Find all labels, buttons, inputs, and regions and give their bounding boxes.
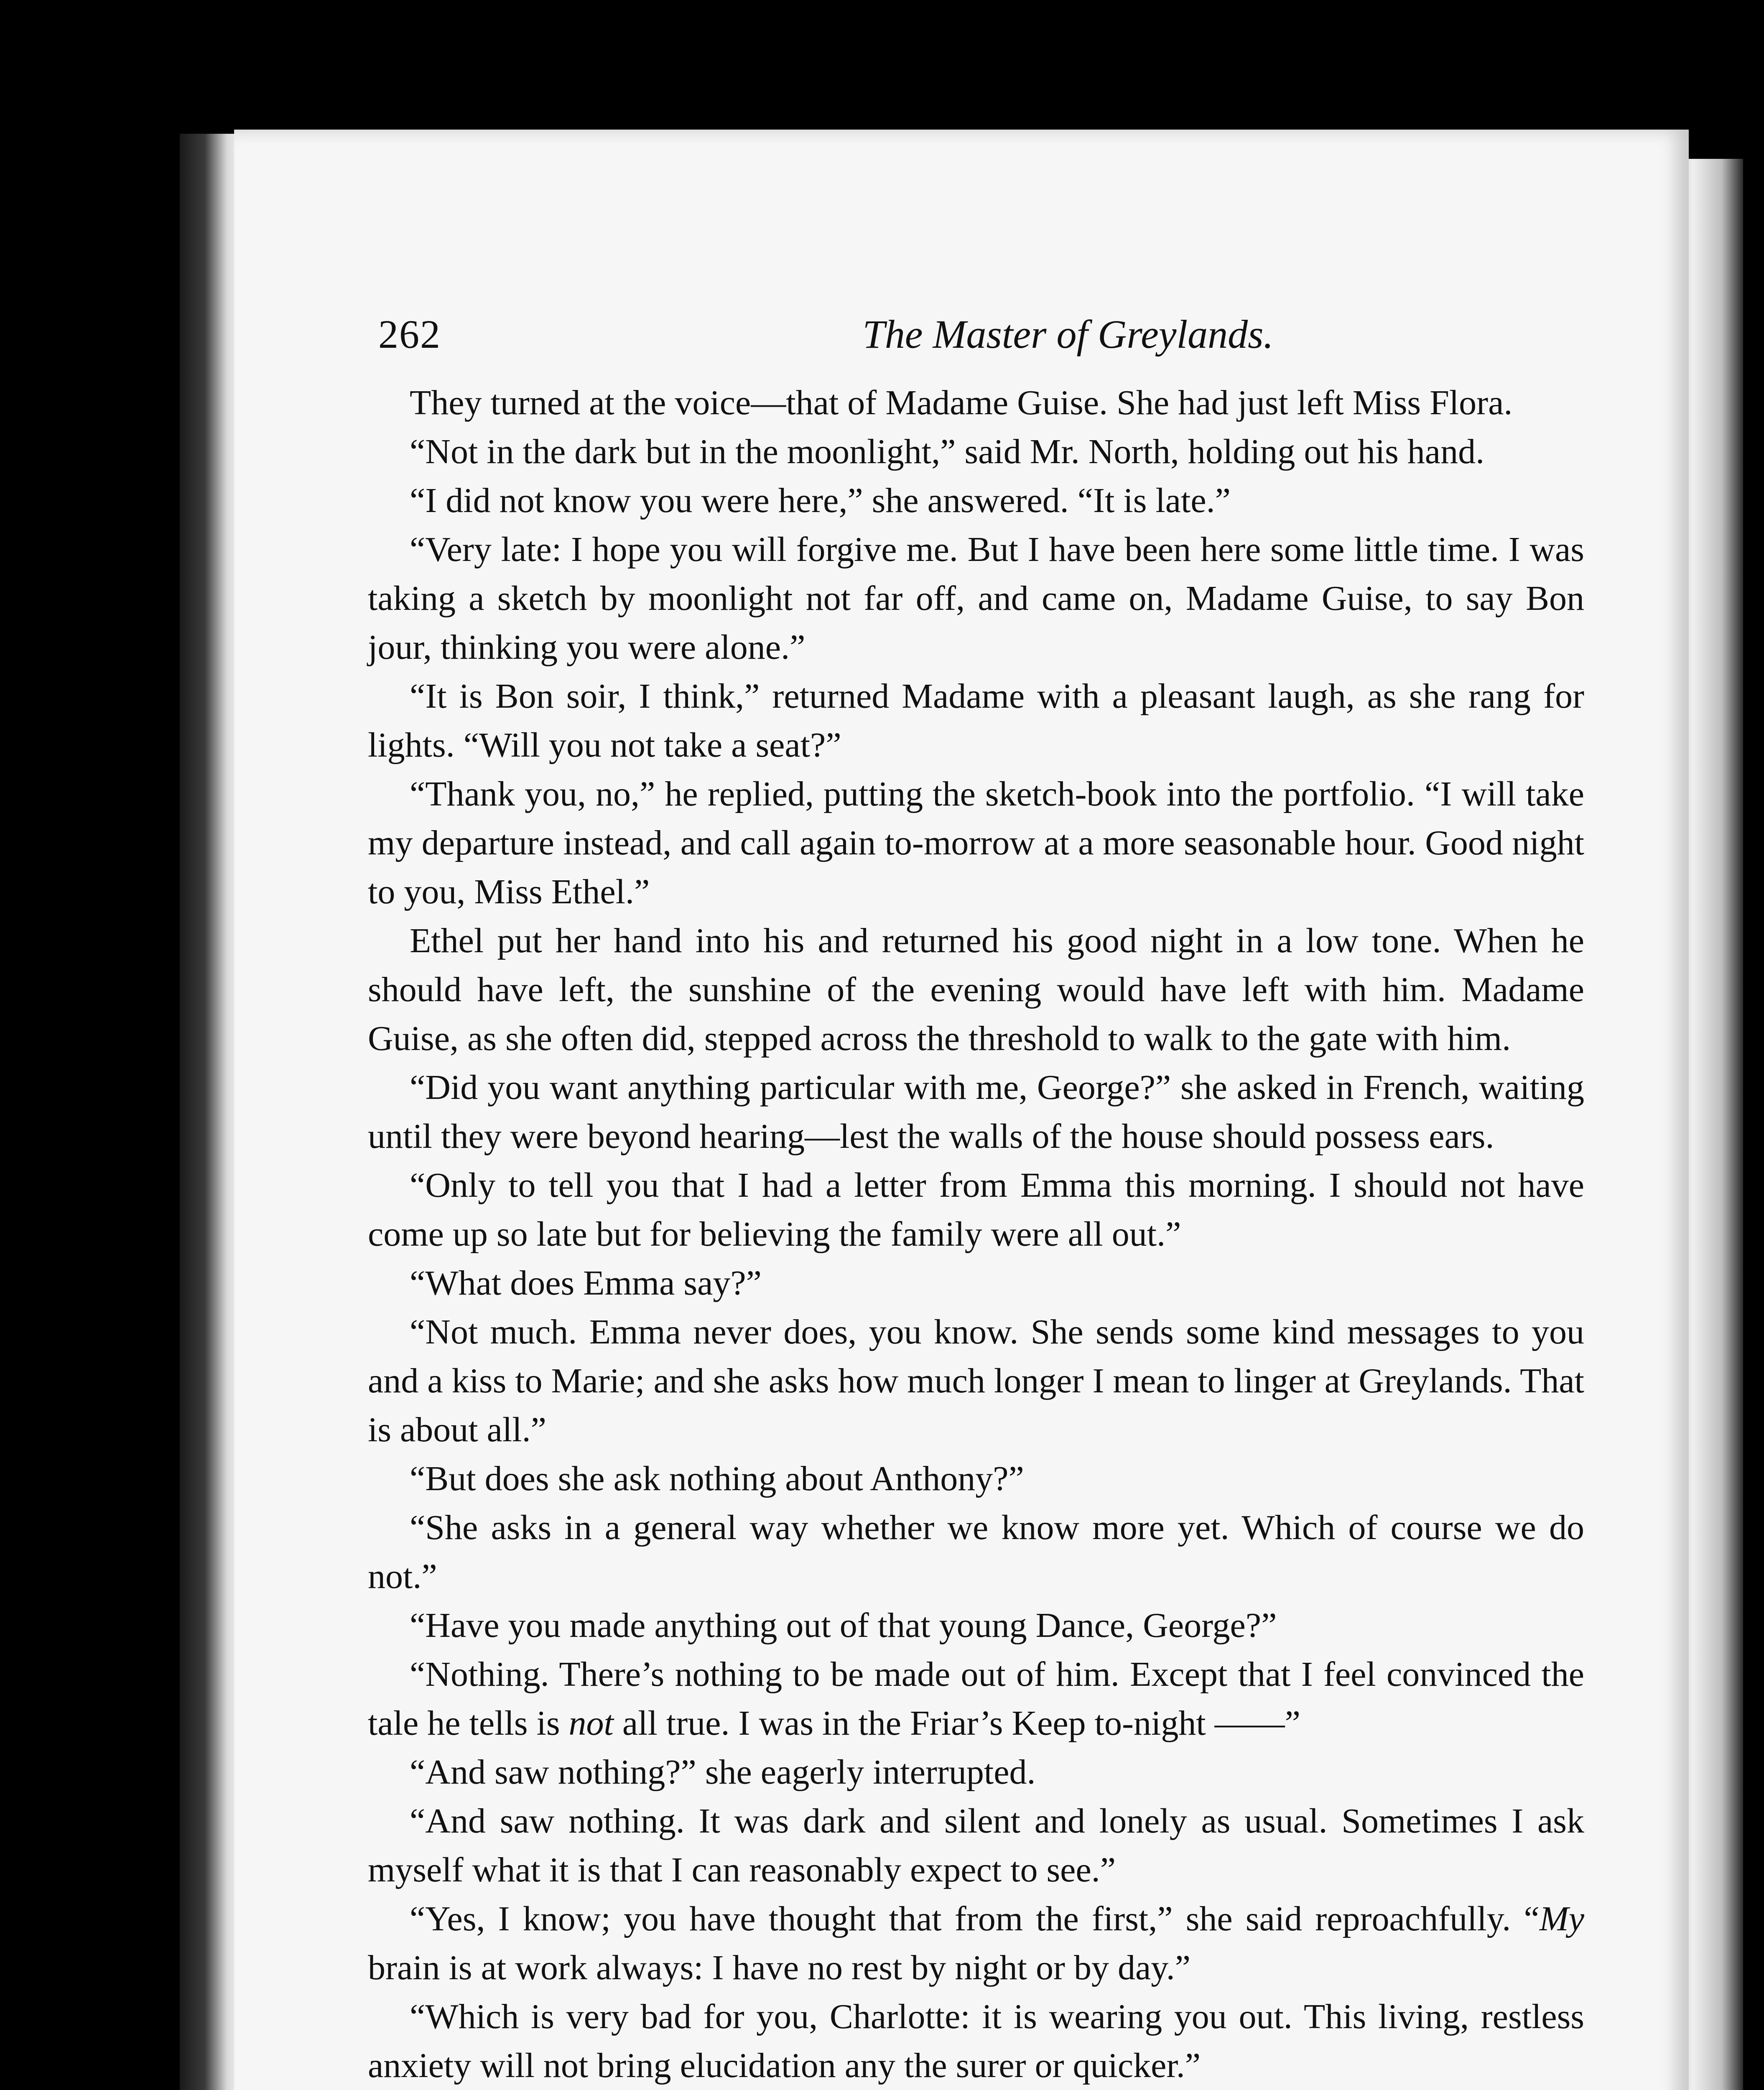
paragraph: “And saw nothing?” she eagerly interrupted. (410, 1753, 1036, 1792)
paragraph: “What does Emma say?” (410, 1264, 762, 1302)
paragraph: “And saw nothing. It was dark and silent and lonely as usual. Sometimes I ask myself what it is that I can reasonably expect to see.” (368, 1802, 1584, 1889)
paragraph: “Have you made anything out of that young Dance, George?” (410, 1606, 1277, 1645)
running-title: The Master of Greylands. (862, 312, 1274, 357)
body-text (368, 378, 1584, 2090)
paragraph: “Did you want anything particular with me, George?” she asked in French, waiting until they were beyond hearing—lest the walls of the house should possess ears. (368, 1068, 1584, 1156)
paragraph-text: all true. I was in the Friar’s Keep to-night ——” (613, 1704, 1300, 1743)
paragraph: “It is Bon soir, I think,” returned Madame with a pleasant laugh, as she rang for lights. “Will you not take a seat?” (368, 677, 1584, 765)
paragraph: “Not much. Emma never does, you know. She sends some kind messages to you and a kiss to Marie; and she asks how much longer I mean to linger at Greylands. That is about all.” (368, 1313, 1584, 1449)
emphasis-text: My (1539, 1899, 1584, 1938)
paragraph: They turned at the voice—that of Madame Guise. She had just left Miss Flora. (410, 383, 1513, 422)
paragraph (368, 1894, 1584, 1992)
paragraph-text: “Yes, I know; you have thought that from the first,” she said reproachfully. “ (410, 1899, 1540, 1938)
paragraph: “Only to tell you that I had a letter from Emma this morning. I should not have come up so late but for believing the family were all out.” (368, 1166, 1584, 1254)
paragraph: “She asks in a general way whether we know more yet. Which of course we do not.” (368, 1508, 1584, 1596)
page-header (378, 309, 1582, 359)
paragraph: Ethel put her hand into his and returned his good night in a low tone. When he should have left, the sunshine of the evening would have left with him. Madame Guise, as she often did, stepped across the threshold to walk to the gate with him. (368, 921, 1584, 1058)
book-spine-edge (180, 134, 242, 2090)
paragraph-text: “Nothing. There’s nothing to be made out of him. Except that I feel convinced the tale he tells is (368, 1655, 1584, 1743)
paragraph: “But does she ask nothing about Anthony?” (410, 1459, 1024, 1498)
paragraph: “Very late: I hope you will forgive me. But I have been here some little time. I was taking a sketch by moonlight not far off, and came on, Madame Guise, to say Bon jour, thinking you were alone.” (368, 530, 1584, 667)
page-number: 262 (378, 312, 441, 357)
paragraph: “I did not know you were here,” she answered. “It is late.” (410, 481, 1231, 520)
paragraph: “Not in the dark but in the moonlight,” said Mr. North, holding out his hand. (410, 432, 1485, 471)
paragraph: “Which is very bad for you, Charlotte: it is wearing you out. This living, restless anxiety will not bring elucidation any the surer or quicker.” (368, 1997, 1584, 2085)
paragraph (368, 1650, 1584, 1748)
emphasis-text: not (568, 1704, 614, 1743)
paragraph-text: brain is at work always: I have no rest by night or by day.” (368, 1948, 1191, 1987)
paragraph: “Thank you, no,” he replied, putting the sketch-book into the portfolio. “I will take my departure instead, and call again to-morrow at a more seasonable hour. Good night to you, Miss Ethel.” (368, 775, 1584, 911)
